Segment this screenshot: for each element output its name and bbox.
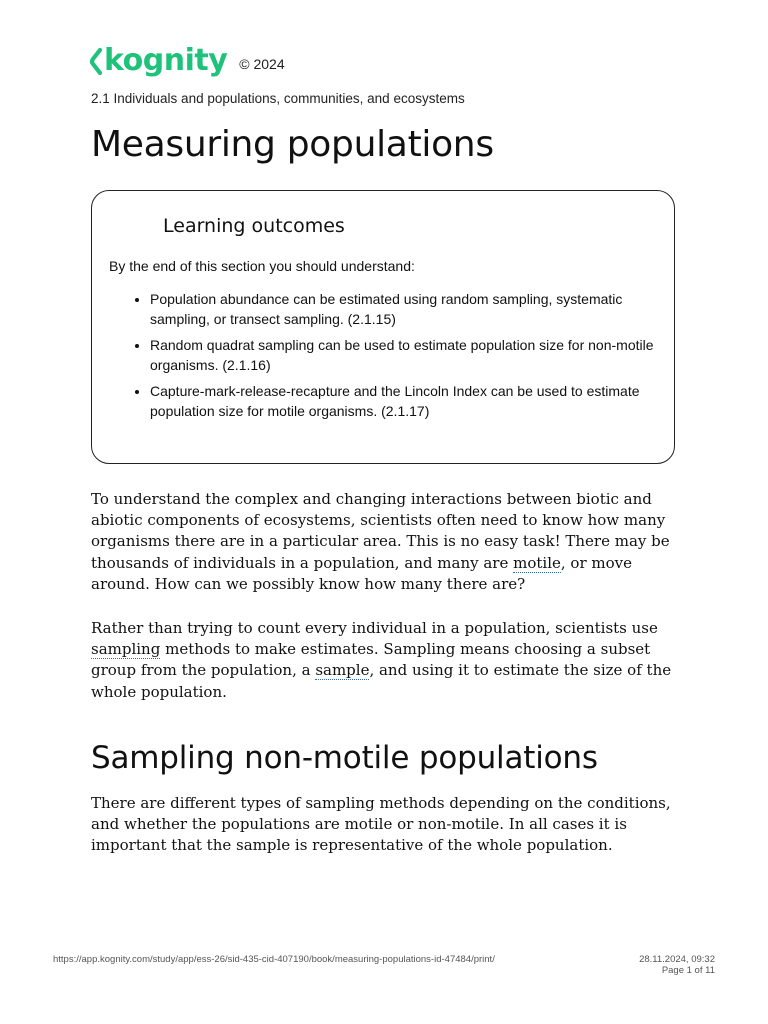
paragraph-text: Rather than trying to count every individual in a population, scientists use — [91, 619, 658, 637]
section-heading: Sampling non-motile populations — [91, 740, 598, 776]
page-header — [89, 44, 285, 78]
kognity-logo-icon — [89, 47, 103, 75]
logo-text: kognity — [104, 43, 228, 78]
glossary-term-sample[interactable]: sample — [315, 661, 370, 680]
learning-outcome-item: • Random quadrat sampling can be used to estimate population size for non-motile organisms. (2.1.16) — [150, 335, 680, 375]
breadcrumb: 2.1 Individuals and populations, communities, and ecosystems — [91, 91, 465, 106]
copyright: © 2024 — [239, 56, 285, 72]
learning-outcomes-list — [109, 289, 680, 427]
intro-paragraph — [91, 489, 681, 595]
paragraph-text: To understand the complex and changing interactions between biotic and abiotic components of ecosystems, scientists often need to know how many organisms there are in a particular area. This is no easy task! There may be thousands of individuals in a population, and many are — [91, 490, 670, 572]
paragraph-text: , and using it to estimate the size of the whole population. — [91, 661, 672, 701]
learning-outcomes-intro: By the end of this section you should understand: — [109, 258, 415, 274]
learning-outcomes-heading: Learning outcomes — [163, 215, 345, 237]
methods-paragraph: There are different types of sampling methods depending on the conditions, and whether the populations are motile or non-motile. In all cases it is important that the sample is representative of the whole population. — [91, 794, 671, 855]
footer-meta — [639, 954, 715, 976]
kognity-logo — [89, 44, 227, 78]
footer-page-number: Page 1 of 11 — [661, 965, 715, 976]
page-title: Measuring populations — [91, 124, 494, 165]
learning-outcome-item: • Population abundance can be estimated using random sampling, systematic sampling, or transect sampling. (2.1.15) — [150, 289, 680, 329]
glossary-term-motile[interactable]: motile — [513, 553, 561, 572]
learning-outcome-item: • Capture-mark-release-recapture and the Lincoln Index can be used to estimate population size for motile organisms. (2.1.17) — [150, 381, 680, 421]
sampling-paragraph — [91, 618, 681, 703]
footer-url: https://app.kognity.com/study/app/ess-26/sid-435-cid-407190/book/measuring-populations-id-47484/print/ — [53, 954, 495, 965]
paragraph-text: methods to make estimates. Sampling means choosing a subset group from the population, a — [91, 640, 651, 680]
paragraph-text: , or move around. How can we possibly know how many there are? — [91, 553, 633, 593]
glossary-term-sampling[interactable]: sampling — [91, 640, 161, 659]
learning-outcomes-box — [91, 190, 675, 464]
footer-datetime: 28.11.2024, 09:32 — [639, 954, 715, 965]
